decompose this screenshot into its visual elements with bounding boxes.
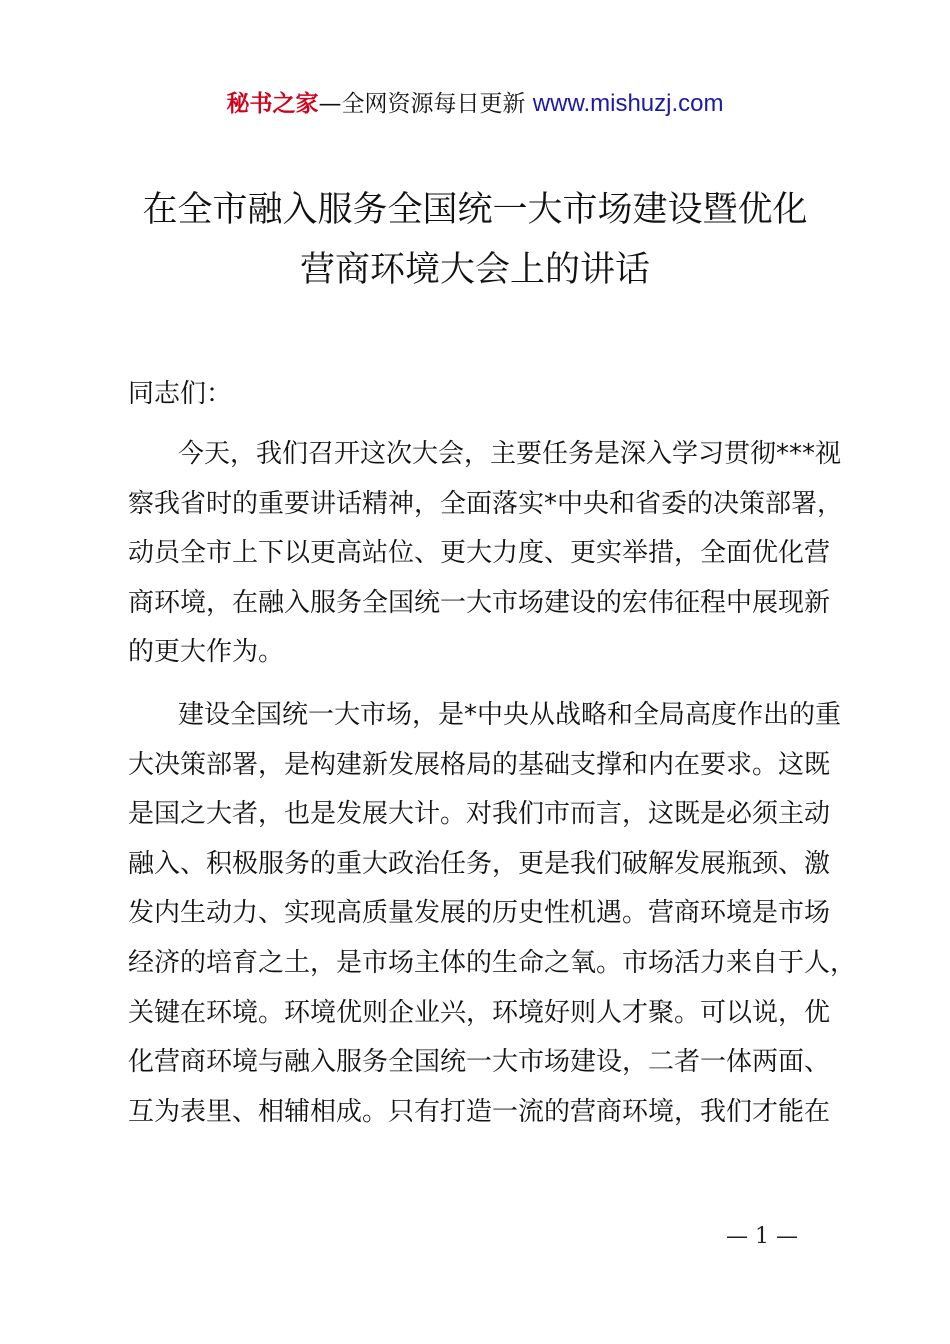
paragraph-line: 经济的培育之土，是市场主体的生命之氧。市场活力来自于人，: [128, 947, 857, 978]
paragraph-line: 今天，我们召开这次大会，主要任务是深入学习贯彻***视: [178, 439, 842, 469]
paragraph-line: 建设全国统一大市场，是*中央从战略和全局高度作出的重: [178, 700, 842, 730]
paragraph-2: [128, 691, 857, 1137]
site-url-link[interactable]: www.mishuzj.com: [532, 90, 724, 117]
salutation: 同志们：: [128, 379, 233, 409]
paragraph-line: 互为表里、相辅相成。只有打造一流的营商环境，我们才能在: [128, 1096, 831, 1127]
site-brand: 秘书之家: [226, 91, 319, 117]
site-tagline: —全网资源每日更新: [318, 91, 533, 117]
paragraph-line: 是国之大者，也是发展大计。对我们市而言，这既是必须主动: [128, 799, 831, 830]
document-title: [100, 180, 850, 300]
paragraph-line: 融入、积极服务的重大政治任务，更是我们破解发展瓶颈、激: [128, 848, 831, 879]
title-line: 营商环境大会上的讲话: [299, 250, 650, 290]
paragraph-line: 关键在环境。环境优则企业兴，环境好则人才聚。可以说，优: [128, 997, 831, 1028]
page-number: — 1 —: [726, 1224, 798, 1249]
paragraph-line: 大决策部署，是构建新发展格局的基础支撑和内在要求。这既: [128, 749, 831, 780]
paragraph-line: 商环境，在融入服务全国统一大市场建设的宏伟征程中展现新: [128, 587, 831, 618]
title-line: 在全市融入服务全国统一大市场建设暨优化: [142, 190, 808, 230]
paragraph-line: 发内生动力、实现高质量发展的历史性机遇。营商环境是市场: [128, 898, 831, 929]
paragraph-line: 的更大作为。: [128, 637, 285, 668]
paragraph-line: 察我省时的重要讲话精神，全面落实*中央和省委的决策部署，: [128, 488, 844, 519]
site-header: [0, 88, 950, 120]
paragraph-line: 动员全市上下以更高站位、更大力度、更实举措，全面优化营: [128, 538, 831, 569]
paragraph-line: 化营商环境与融入服务全国统一大市场建设，二者一体两面、: [128, 1047, 831, 1078]
paragraph-1: [128, 430, 848, 678]
